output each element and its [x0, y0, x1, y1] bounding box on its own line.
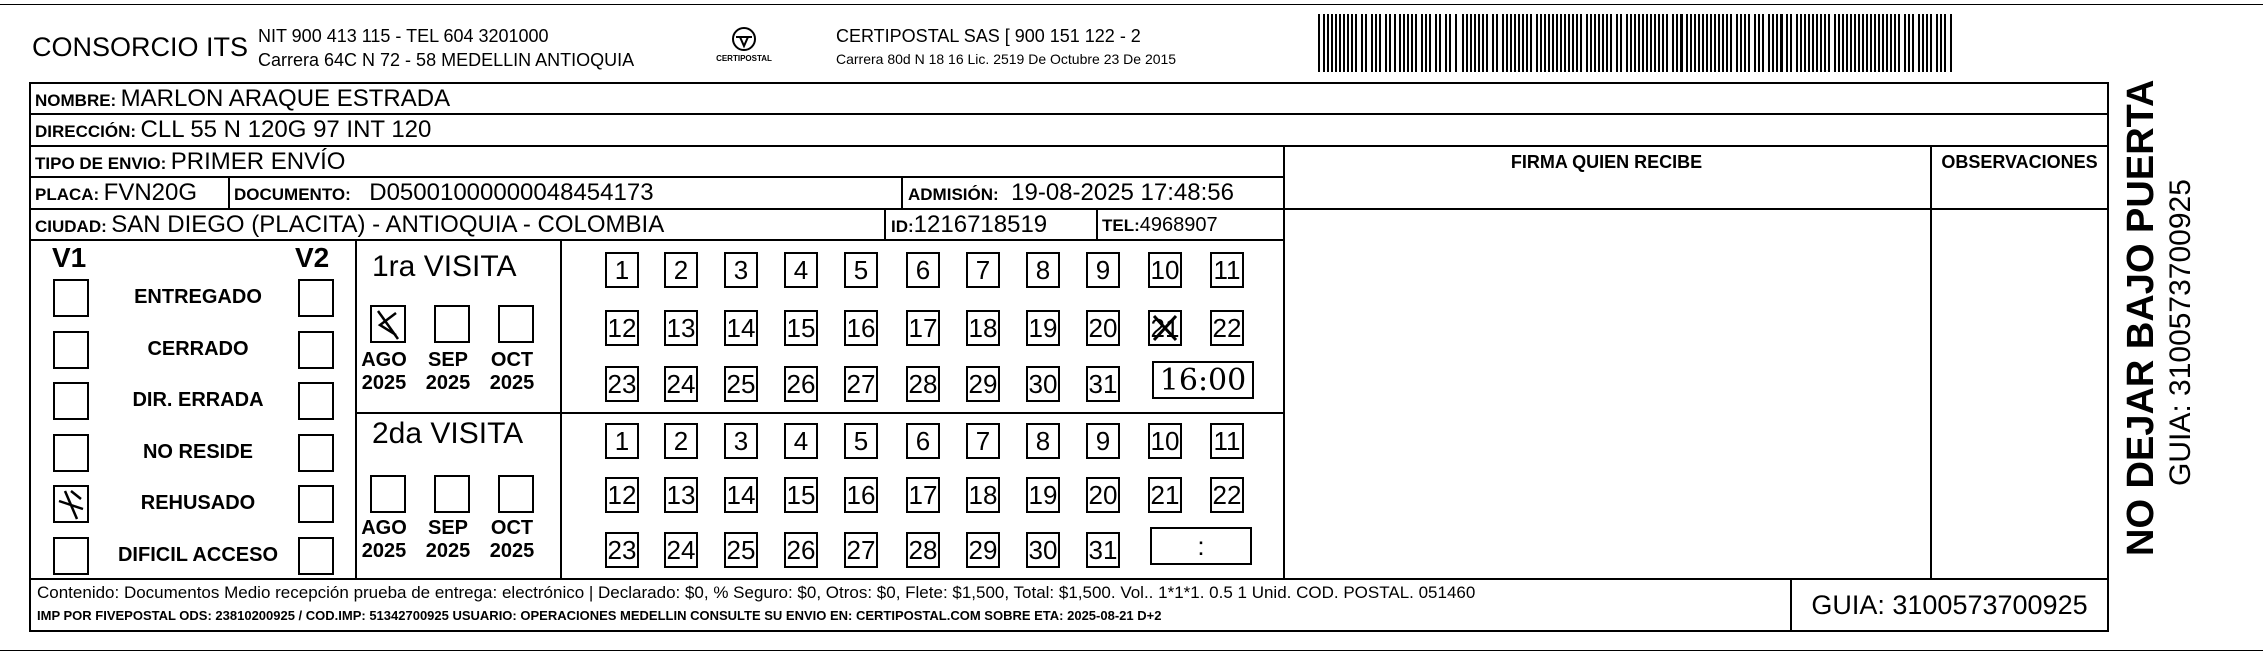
tipo-row [35, 150, 345, 174]
nombre-row [35, 87, 450, 111]
day-number: 3 [733, 254, 749, 285]
day-number: 12 [607, 312, 637, 343]
month-year: 2025 [425, 372, 471, 394]
day-number: 23 [607, 534, 637, 565]
day-number: 9 [1095, 425, 1111, 456]
day-number: 11 [1213, 254, 1241, 285]
month-name: AGO [361, 517, 407, 539]
day-box[interactable] [605, 532, 639, 568]
day-box[interactable] [906, 477, 940, 513]
row-line-6 [29, 578, 2109, 580]
day-number: 20 [1088, 312, 1118, 343]
day-number: 5 [853, 425, 869, 456]
day-box[interactable] [605, 477, 639, 513]
id-cell [891, 213, 1047, 237]
direccion-value: CLL 55 N 120G 97 INT 120 [140, 116, 432, 143]
day-box[interactable] [1148, 252, 1182, 288]
day-box[interactable] [724, 477, 758, 513]
admision-cell [908, 181, 1234, 205]
placa-sep [228, 176, 230, 208]
day-number: 16 [846, 312, 876, 343]
day-box[interactable] [1026, 310, 1060, 346]
visit-sep [355, 412, 1283, 414]
day-box[interactable] [784, 310, 818, 346]
day-box[interactable] [966, 366, 1000, 402]
day-number: 3 [733, 425, 749, 456]
month-checkbox[interactable] [434, 305, 470, 343]
day-box[interactable] [966, 310, 1000, 346]
day-number: 12 [607, 479, 637, 510]
row-line-5 [29, 239, 1283, 241]
documento-cell [234, 181, 654, 205]
day-box[interactable] [1148, 423, 1182, 459]
day-box[interactable] [1086, 477, 1120, 513]
day-number: 14 [726, 312, 756, 343]
day-box[interactable] [844, 532, 878, 568]
status-v2-checkbox[interactable] [298, 331, 334, 369]
day-number: 17 [908, 312, 938, 343]
day-box[interactable] [664, 252, 698, 288]
admision-sep [901, 176, 903, 208]
day-number: 5 [853, 254, 869, 285]
day-box[interactable] [605, 310, 639, 346]
col-firma-left [1283, 145, 1285, 578]
day-number: 2 [673, 254, 689, 285]
placa-label: PLACA: [35, 185, 100, 204]
day-number: 22 [1212, 312, 1242, 343]
day-number: 10 [1150, 254, 1180, 285]
carrier-line2: Carrera 80d N 18 16 Lic. 2519 De Octubre 23 De 2015 [836, 51, 1177, 67]
day-box[interactable] [664, 532, 698, 568]
day-box[interactable] [966, 477, 1000, 513]
day-box[interactable] [906, 423, 940, 459]
day-number: 4 [793, 425, 809, 456]
row-line-2 [29, 145, 2109, 147]
day-number: 10 [1150, 425, 1180, 456]
ciudad-value: SAN DIEGO (PLACITA) - ANTIOQUIA - COLOMBIA [111, 211, 665, 238]
day-box[interactable] [1026, 252, 1060, 288]
day-number: 24 [666, 534, 696, 565]
ciudad-label: CIUDAD: [35, 217, 107, 236]
day-box[interactable] [605, 252, 639, 288]
month-label [354, 349, 414, 395]
day-box[interactable] [1026, 477, 1060, 513]
documento-label: DOCUMENTO: [234, 185, 351, 204]
day-box[interactable] [966, 532, 1000, 568]
day-box[interactable] [784, 252, 818, 288]
status-label: ENTREGADO [134, 286, 262, 308]
day-box[interactable] [605, 423, 639, 459]
documento-value: D05001000000048454173 [369, 179, 654, 206]
day-box[interactable] [906, 310, 940, 346]
month-label [418, 517, 478, 563]
day-box[interactable] [1026, 423, 1060, 459]
day-number: 27 [846, 368, 876, 399]
day-number: 15 [786, 479, 816, 510]
day-number: 30 [1028, 368, 1058, 399]
tipo-value: PRIMER ENVÍO [170, 148, 346, 175]
footer-line2: IMP POR FIVEPOSTAL ODS: 23810200925 / COD.IMP: 51342700925 USUARIO: OPERACIONES MEDELLIN CONSULTE SU ENVIO EN: CERTIPOSTAL.COM SOBRE ETA: 2025-08-21 D+2 [37, 608, 1162, 623]
month-checkbox[interactable] [498, 475, 534, 513]
day-number: 29 [968, 534, 998, 565]
id-label: ID: [891, 217, 914, 236]
day-number: 30 [1028, 534, 1058, 565]
placa-value: FVN20G [103, 179, 198, 206]
month-year: 2025 [489, 540, 535, 562]
status-v2-checkbox[interactable] [298, 382, 334, 420]
status-label: NO RESIDE [142, 441, 254, 463]
day-number: 26 [786, 534, 816, 565]
time-value: 16:00 [1159, 362, 1247, 398]
day-box[interactable] [1086, 532, 1120, 568]
footer-line1: Contenido: Documentos Medio recepción prueba de entrega: electrónico | Declarado: $0, % Seguro: $0, Otros: $0, Flete: $1,500, Total: $1,500. Vol.. 1*1*1. 0.5 1 Unid. COD. POSTAL. 051460 [37, 583, 1476, 602]
month-name: OCT [490, 349, 534, 371]
day-box[interactable] [1210, 252, 1244, 288]
day-number: 8 [1035, 425, 1051, 456]
day-box[interactable] [724, 423, 758, 459]
day-number: 7 [975, 254, 991, 285]
admision-value: 19-08-2025 17:48:56 [1011, 179, 1234, 206]
day-number: 28 [908, 534, 938, 565]
row-line-1 [29, 113, 2109, 115]
placa-cell [35, 181, 197, 205]
footer-guia: GUIA: 3100573700925 [1811, 590, 2088, 620]
day-number: 11 [1213, 425, 1241, 456]
day-number: 16 [846, 479, 876, 510]
day-number: 2 [673, 425, 689, 456]
day-number: 13 [666, 312, 696, 343]
day-box[interactable] [664, 310, 698, 346]
day-number: 23 [607, 368, 637, 399]
time-field[interactable] [1150, 527, 1252, 565]
day-box[interactable] [1026, 366, 1060, 402]
status-v2-checkbox[interactable] [298, 537, 334, 575]
month-year: 2025 [361, 540, 407, 562]
day-box[interactable] [844, 477, 878, 513]
side-warning: NO DEJAR BAJO PUERTA [2120, 79, 2162, 556]
company-name: CONSORCIO ITS [32, 32, 249, 62]
month-checkbox[interactable] [370, 475, 406, 513]
day-number: 4 [793, 254, 809, 285]
month-year: 2025 [489, 372, 535, 394]
day-box[interactable] [784, 532, 818, 568]
day-box[interactable] [1026, 532, 1060, 568]
day-box[interactable] [906, 532, 940, 568]
day-number: 13 [666, 479, 696, 510]
time-value: : [1197, 530, 1205, 561]
day-box[interactable] [784, 366, 818, 402]
day-number: 18 [968, 479, 998, 510]
tel-cell [1102, 215, 1218, 235]
day-box[interactable] [1148, 477, 1182, 513]
day-box[interactable] [724, 366, 758, 402]
nombre-value: MARLON ARAQUE ESTRADA [120, 85, 451, 112]
company-line1: NIT 900 413 115 - TEL 604 3201000 [258, 26, 549, 46]
day-number: 9 [1095, 254, 1111, 285]
day-box[interactable] [724, 532, 758, 568]
col-obs-left [1930, 145, 1932, 578]
month-label [482, 517, 542, 563]
day-number: 8 [1035, 254, 1051, 285]
row-line-4 [29, 208, 2109, 210]
status-v2-checkbox[interactable] [298, 279, 334, 317]
tel-label: TEL: [1102, 216, 1140, 235]
day-box[interactable] [966, 423, 1000, 459]
direccion-label: DIRECCIÓN: [35, 122, 137, 141]
day-box[interactable] [966, 252, 1000, 288]
ciudad-cell [35, 213, 664, 237]
nombre-label: NOMBRE: [35, 91, 117, 110]
day-box[interactable] [664, 366, 698, 402]
firma-header: FIRMA QUIEN RECIBE [1510, 152, 1703, 172]
v1-label: V1 [52, 242, 87, 273]
day-box[interactable] [1086, 366, 1120, 402]
day-box[interactable] [844, 423, 878, 459]
day-box[interactable] [1210, 310, 1244, 346]
day-number: 21 [1150, 312, 1180, 343]
day-number: 19 [1028, 312, 1058, 343]
day-number: 25 [726, 368, 756, 399]
month-name: SEP [427, 517, 469, 539]
day-number: 19 [1028, 479, 1058, 510]
direccion-row [35, 118, 431, 142]
day-number: 6 [915, 254, 931, 285]
month-name: OCT [490, 517, 534, 539]
month-name: SEP [427, 349, 469, 371]
day-number: 1 [614, 254, 630, 285]
day-box[interactable] [1210, 423, 1244, 459]
day-box[interactable] [664, 477, 698, 513]
status-label: DIR. ERRADA [132, 389, 264, 411]
day-number: 6 [915, 425, 931, 456]
day-number: 1 [614, 425, 630, 456]
month-label [482, 349, 542, 395]
day-box[interactable] [844, 252, 878, 288]
logo-text: CERTIPOSTAL [716, 54, 772, 63]
tipo-label: TIPO DE ENVIO: [35, 154, 167, 173]
tel-sep [1096, 208, 1098, 239]
day-number: 22 [1212, 479, 1242, 510]
day-box[interactable] [784, 423, 818, 459]
company-line2: Carrera 64C N 72 - 58 MEDELLIN ANTIOQUIA [258, 50, 635, 70]
day-box[interactable] [1086, 252, 1120, 288]
month-year: 2025 [361, 372, 407, 394]
day-box[interactable] [605, 366, 639, 402]
month-checkbox[interactable] [498, 305, 534, 343]
status-v2-checkbox[interactable] [298, 434, 334, 472]
day-box[interactable] [724, 252, 758, 288]
day-number: 21 [1150, 479, 1180, 510]
day-number: 27 [846, 534, 876, 565]
id-sep [884, 208, 886, 239]
day-box[interactable] [784, 477, 818, 513]
time-field[interactable] [1152, 361, 1254, 399]
month-year: 2025 [425, 540, 471, 562]
certipostal-logo [714, 24, 774, 68]
day-number: 26 [786, 368, 816, 399]
day-number: 31 [1088, 368, 1118, 399]
day-number: 24 [666, 368, 696, 399]
carrier-line1: CERTIPOSTAL SAS [ 900 151 122 - 2 [836, 26, 1141, 46]
bottom-rule [0, 650, 2263, 651]
day-box[interactable] [664, 423, 698, 459]
tel-value: 4968907 [1139, 214, 1218, 236]
day-box[interactable] [844, 310, 878, 346]
day-number: 7 [975, 425, 991, 456]
barcode [1318, 14, 1952, 72]
day-box[interactable] [906, 252, 940, 288]
day-number: 17 [908, 479, 938, 510]
day-box[interactable] [1148, 310, 1182, 346]
month-checkbox[interactable] [370, 305, 406, 343]
months-sep [560, 239, 562, 578]
side-guia: GUIA: 3100573700925 [2164, 179, 2197, 486]
observaciones-header: OBSERVACIONES [1941, 152, 2098, 172]
day-box[interactable] [1086, 423, 1120, 459]
day-number: 25 [726, 534, 756, 565]
top-rule [0, 4, 2263, 5]
day-number: 18 [968, 312, 998, 343]
visit-title: 1ra VISITA [372, 250, 517, 283]
day-box[interactable] [1086, 310, 1120, 346]
visit-title: 2da VISITA [372, 417, 524, 450]
day-number: 20 [1088, 479, 1118, 510]
day-number: 15 [786, 312, 816, 343]
status-label: DIFICIL ACCESO [117, 544, 278, 566]
row-line-3 [29, 176, 1283, 178]
month-label [354, 517, 414, 563]
day-box[interactable] [844, 366, 878, 402]
v2-label: V2 [295, 242, 330, 273]
day-box[interactable] [906, 366, 940, 402]
status-v2-checkbox[interactable] [298, 485, 334, 523]
day-box[interactable] [724, 310, 758, 346]
month-label [418, 349, 478, 395]
day-box[interactable] [1210, 477, 1244, 513]
day-number: 28 [908, 368, 938, 399]
admision-label: ADMISIÓN: [908, 185, 999, 204]
id-value: 1216718519 [913, 211, 1048, 238]
month-checkbox[interactable] [434, 475, 470, 513]
status-label: REHUSADO [140, 492, 256, 514]
day-number: 14 [726, 479, 756, 510]
status-label: CERRADO [147, 338, 249, 360]
month-name: AGO [361, 349, 407, 371]
day-mark-icon [1150, 312, 1180, 344]
day-number: 31 [1088, 534, 1118, 565]
day-number: 29 [968, 368, 998, 399]
